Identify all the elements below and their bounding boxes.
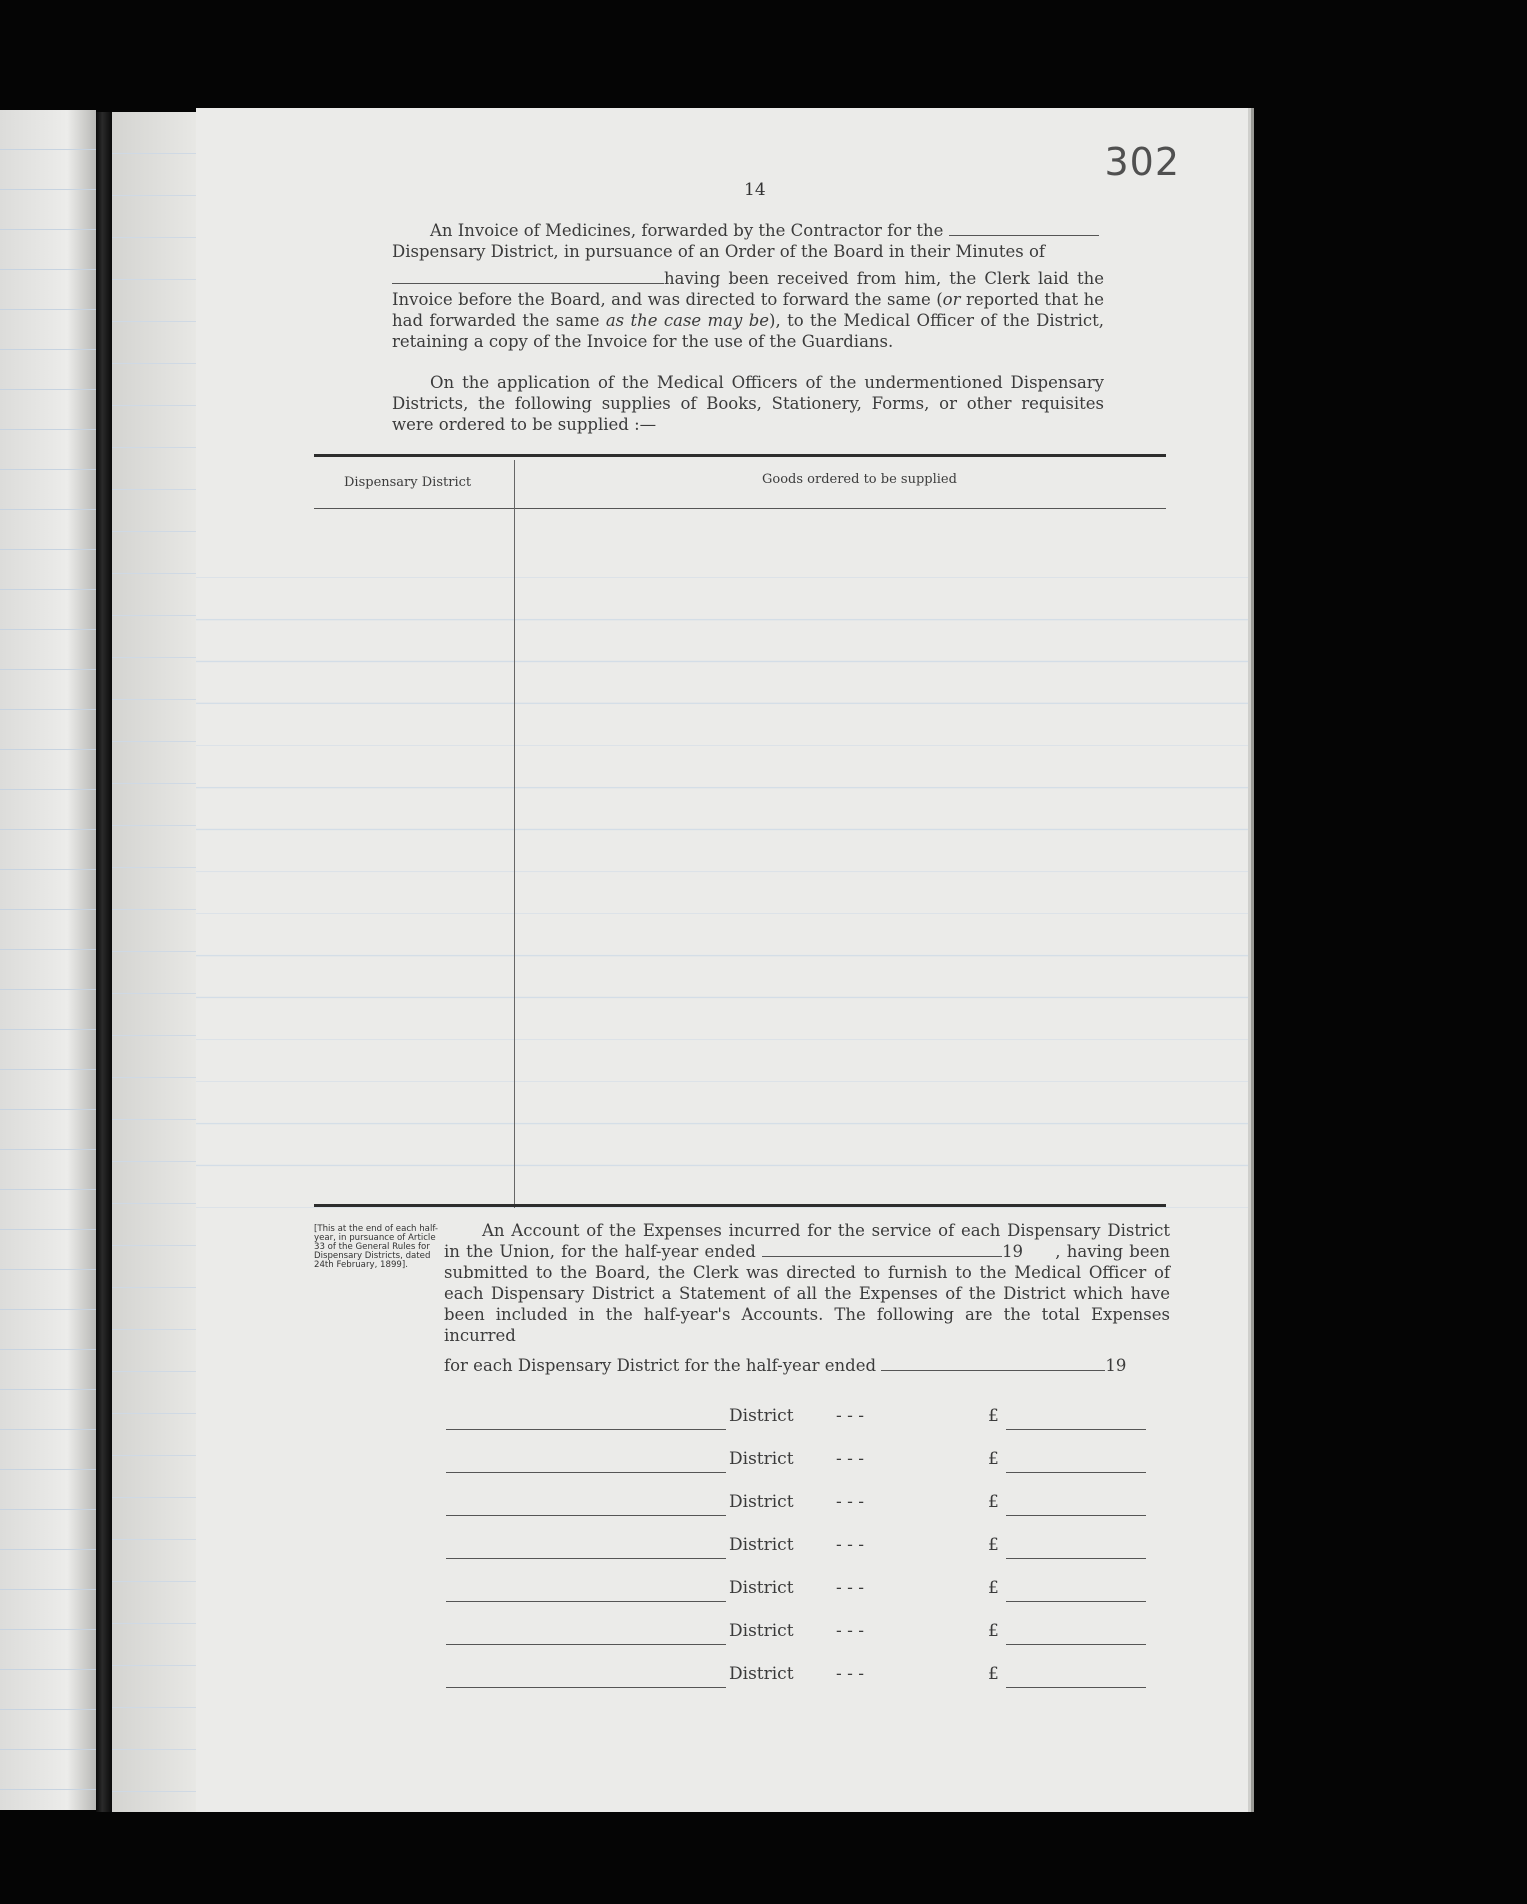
invoice-paragraph: An Invoice of Medicines, forwarded by the Contractor for the Dispensary District, in pursuance of an Order of the Board in their Minutes of having been received from him, the Clerk laid the Invoice before the Board, and was directed to forward the same (or reported that he had forwarded the same as the case may be), to the Medical Officer of the District, retaining a copy of the Invoice for the use of the Guardians. [392, 221, 1104, 351]
table-bottom-rule [314, 1204, 1166, 1207]
table-header-rule [314, 508, 1166, 509]
folio-number: 302 [1104, 140, 1180, 184]
side-note: [This at the end of each half-year, in pursuance of Article 33 of the General Rules for Dispensary Districts, dated 24th February, 1899]. [314, 1224, 438, 1270]
column-header-goods-ordered: Goods ordered to be supplied [762, 472, 957, 487]
column-header-dispensary-district: Dispensary District [344, 475, 472, 490]
application-paragraph: On the application of the Medical Officers of the undermentioned Dispensary Districts, the following supplies of Books, Stationery, Forms, or other requisites were ordered to be supplied :— [392, 373, 1104, 434]
district-row: District - - - £ [446, 1492, 1166, 1518]
page-number: 14 [744, 180, 766, 200]
district-row: District - - - £ [446, 1406, 1166, 1432]
district-row: District - - - £ [446, 1578, 1166, 1604]
district-row: District - - - £ [446, 1535, 1166, 1561]
table-column-divider [514, 460, 515, 1208]
account-paragraph: An Account of the Expenses incurred for the service of each Dispensary District in the Union, for the half-year ended 19 , having been submitted to the Board, the Clerk was directed to furnish to the Medical Officer of each Dispensary District a Statement of all the Expenses of the District which have been included in the half-year's Accounts. The following are the total Expenses incurred for each Dispensary District for the half-year ended 19 [444, 1221, 1170, 1375]
district-row: District - - - £ [446, 1449, 1166, 1475]
book-spine [96, 112, 112, 1812]
table-top-rule [314, 454, 1166, 457]
district-row: District - - - £ [446, 1664, 1166, 1690]
adjacent-page-edge [0, 110, 96, 1810]
underlying-page-stub [112, 112, 204, 1812]
district-row: District - - - £ [446, 1621, 1166, 1647]
document-page [196, 108, 1248, 1812]
